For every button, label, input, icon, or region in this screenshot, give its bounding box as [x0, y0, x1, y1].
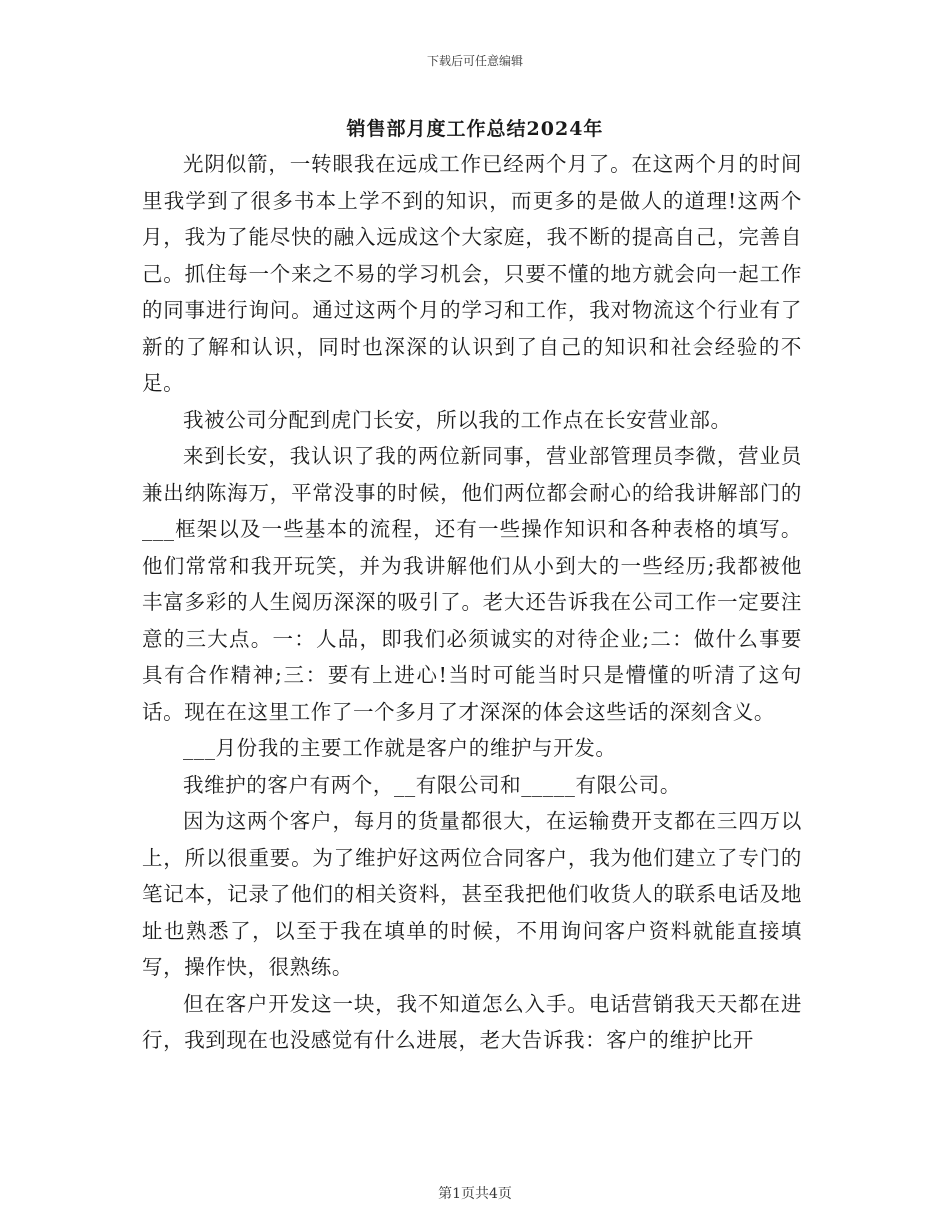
document-title: 销售部月度工作总结2024年	[346, 118, 604, 140]
page-header-note: 下载后可任意编辑	[426, 54, 523, 68]
page-number-footer: 第1页共4页	[438, 1186, 512, 1202]
paragraph-7: 但在客户开发这一块，我不知道怎么入手。电话营销我天天都在进行，我到现在也没感觉有什么进展，老大告诉我：客户的维护比开	[142, 991, 802, 1052]
paragraph-2: 我被公司分配到虎门长安，所以我的工作点在长安营业部。	[183, 407, 732, 432]
document-body	[142, 146, 802, 1059]
paragraph-4: ___月份我的主要工作就是客户的维护与开发。	[183, 736, 617, 760]
paragraph-1: 光阴似箭，一转眼我在远成工作已经两个月了。在这两个月的时间里我学到了很多书本上学不到的知识，而更多的是做人的道理!这两个月，我为了能尽快的融入远成这个大家庭，我不断的提高自己，完善自己。抓住每一个来之不易的学习机会，只要不懂的地方就会向一起工作的同事进行询问。通过这两个月的学习和工作，我对物流这个行业有了新的了解和认识，同时也深深的认识到了自己的知识和社会经验的不足。	[142, 152, 802, 395]
paragraph-3: 来到长安，我认识了我的两位新同事，营业部管理员李微，营业员兼出纳陈海万，平常没事的时候，他们两位都会耐心的给我讲解部门的___框架以及一些基本的流程，还有一些操作知识和各种表格的填写。他们常常和我开玩笑，并为我讲解他们从小到大的一些经历;我都被他丰富多彩的人生阅历深深的吸引了。老大还告诉我在公司工作一定要注意的三大点。一：人品，即我们必须诚实的对待企业;二：做什么事要具有合作精神;三：要有上进心!当时可能当时只是懵懂的听清了这句话。现在在这里工作了一个多月了才深深的体会这些话的深刻含义。	[142, 444, 802, 724]
paragraph-6: 因为这两个客户，每月的货量都很大，在运输费开支都在三四万以上，所以很重要。为了维护好这两位合同客户，我为他们建立了专门的笔记本，记录了他们的相关资料，甚至我把他们收货人的联系电话及地址也熟悉了，以至于我在填单的时候，不用询问客户资料就能直接填写，操作快，很熟练。	[142, 809, 802, 979]
paragraph-5: 我维护的客户有两个，__有限公司和_____有限公司。	[183, 772, 681, 797]
